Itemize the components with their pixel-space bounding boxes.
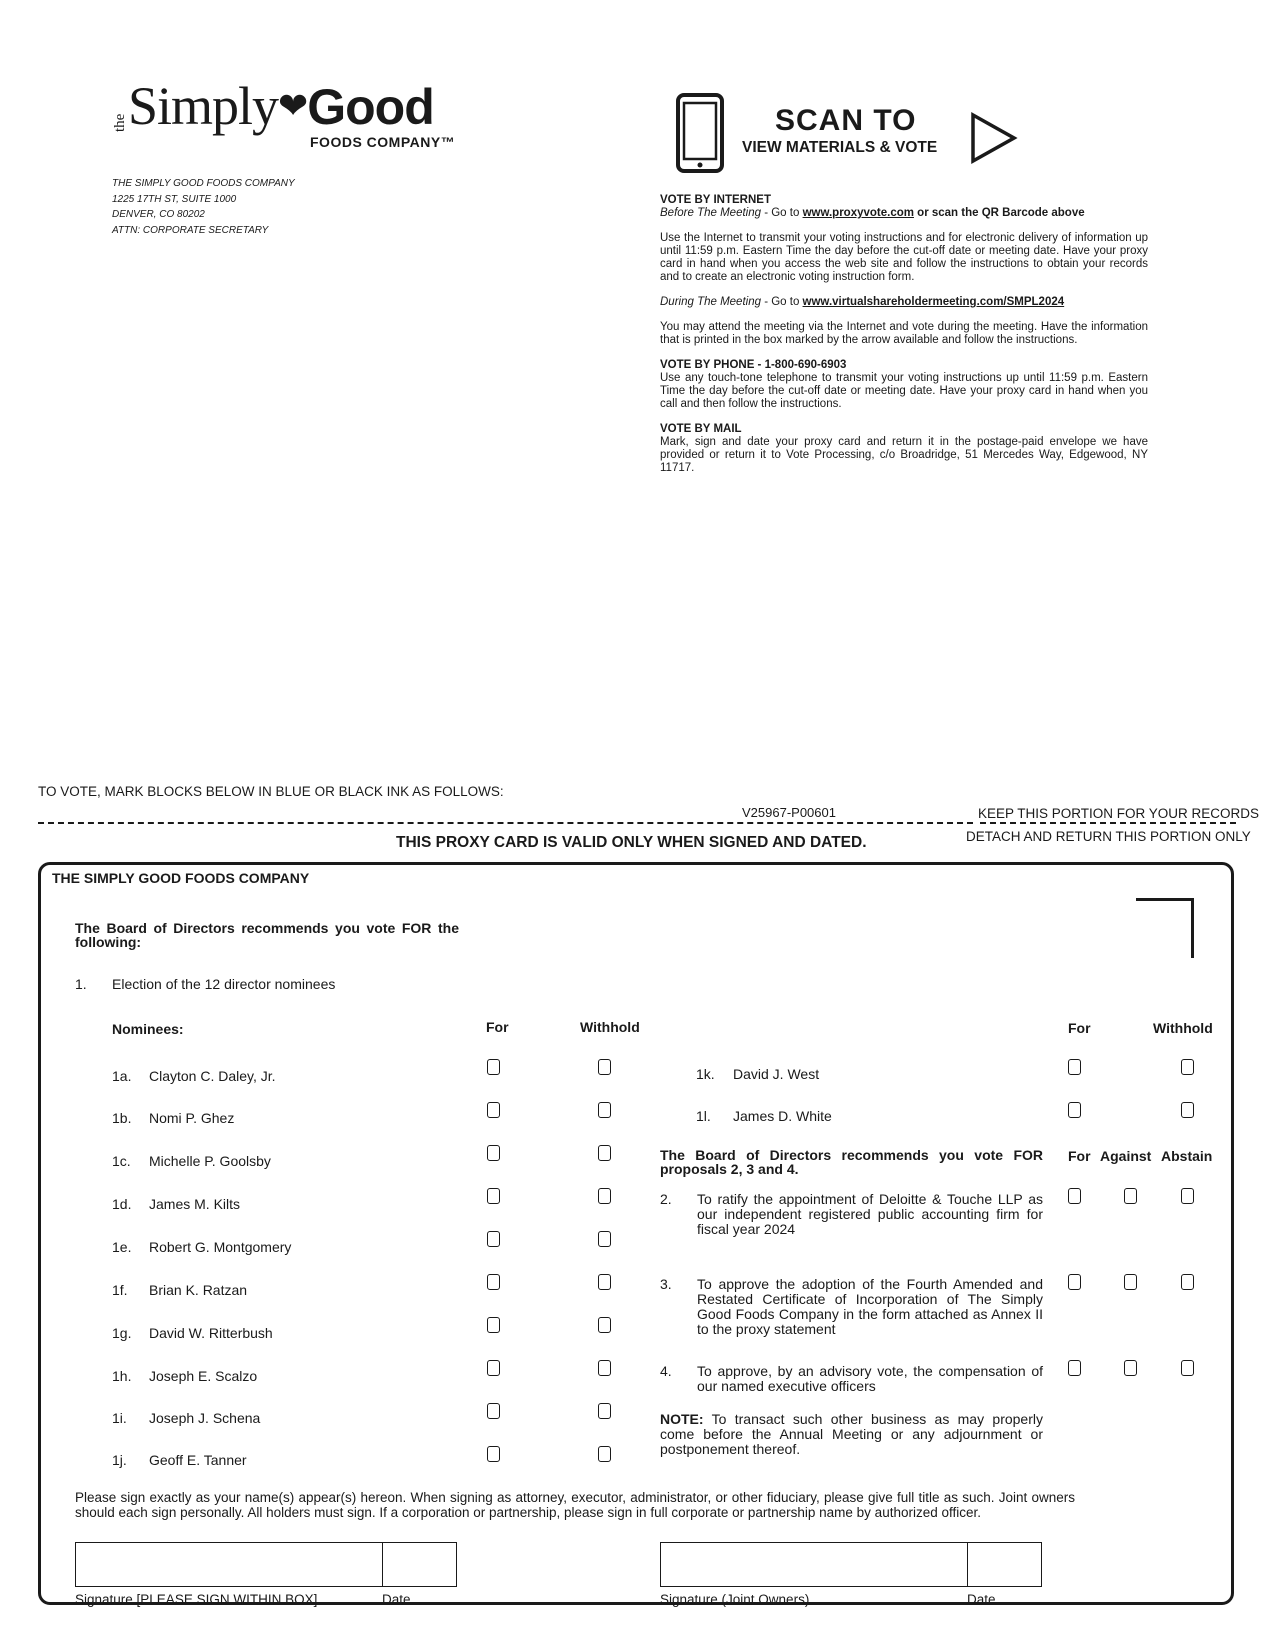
withhold-checkbox[interactable]: [1181, 1102, 1194, 1118]
col-abstain: Abstain: [1161, 1148, 1213, 1164]
for-checkbox[interactable]: [487, 1403, 500, 1419]
nominee-row: 1i. Joseph J. Schena: [112, 1410, 261, 1426]
proposal-2: 2. To ratify the appointment of Deloitte & Touche LLP as our independent registered public accounting firm for fiscal year 2024: [660, 1191, 1043, 1237]
date-label: Date: [382, 1592, 411, 1607]
for-checkbox[interactable]: [487, 1059, 500, 1075]
nominee-row: 1h. Joseph E. Scalzo: [112, 1368, 258, 1384]
abstain-checkbox[interactable]: [1181, 1274, 1194, 1290]
withhold-checkbox[interactable]: [598, 1231, 611, 1247]
for-checkbox[interactable]: [487, 1102, 500, 1118]
control-code: V25967-P00601: [742, 805, 836, 820]
detach-return-label: DETACH AND RETURN THIS PORTION ONLY: [966, 829, 1251, 844]
return-address: THE SIMPLY GOOD FOODS COMPANY 1225 17TH ST, SUITE 1000 DENVER, CO 80202 ATTN: CORPORATE SECRETARY: [112, 178, 295, 236]
vote-by-internet-section: VOTE BY INTERNET Before The Meeting - Go to www.proxyvote.com or scan the QR Barcode above Use the Internet to transmit your voting instructions and for electronic delivery of information up until 11:59 p.m. Eastern Time the day before the cut-off date or meeting date. Have your proxy card in hand when you access the web site and follow the instructions to obtain your records and to create an electronic voting instruction form. During The Meeting - Go to www.virtualshareholdermeeting.com/SMPL2024 You may attend the meeting via the Internet and vote during the meeting. Have the information that is printed in the box marked by the arrow available and follow the instructions. VOTE BY PHONE - 1-800-690-6903 Use any touch-tone telephone to transmit your voting instructions up until 11:59 p.m. Eastern Time the day before the cut-off date or meeting date. Have your proxy card in hand when you call and then follow the instructions. VOTE BY MAIL Mark, sign and date your proxy card and return it in the postage-paid envelope we have provided or return it to Vote Processing, c/o Broadridge, 51 Mercedes Way, Edgewood, NY 11717.: [660, 194, 1148, 474]
joint-signature-label: Signature (Joint Owners): [660, 1592, 810, 1607]
proposal-3: 3. To approve the adoption of the Fourth Amended and Restated Certificate of Incorporation of The Simply Good Foods Company in the form attached as Annex II to the proxy statement: [660, 1276, 1043, 1337]
company-logo: [112, 76, 472, 154]
signing-instructions: Please sign exactly as your name(s) appear(s) hereon. When signing as attorney, executor, administrator, or other fiduciary, please give full title as such. Joint owners should each sign personally. All holders must sign. If a corporation or partnership, please sign in full corporate or partnership name by authorized officer.: [75, 1490, 1075, 1520]
for-checkbox[interactable]: [1068, 1102, 1081, 1118]
joint-signature-box[interactable]: [660, 1542, 968, 1587]
abstain-checkbox[interactable]: [1181, 1360, 1194, 1376]
for-checkbox[interactable]: [487, 1188, 500, 1204]
against-checkbox[interactable]: [1124, 1360, 1137, 1376]
proxyvote-link[interactable]: www.proxyvote.com: [802, 207, 914, 219]
withhold-checkbox[interactable]: [598, 1274, 611, 1290]
virtual-meeting-link[interactable]: www.virtualshareholdermeeting.com/SMPL2024: [802, 296, 1065, 308]
for-checkbox[interactable]: [487, 1360, 500, 1376]
abstain-checkbox[interactable]: [1181, 1188, 1194, 1204]
for-checkbox[interactable]: [1068, 1274, 1081, 1290]
for-checkbox[interactable]: [487, 1446, 500, 1462]
signature-box[interactable]: [75, 1542, 383, 1587]
withhold-checkbox[interactable]: [598, 1403, 611, 1419]
withhold-checkbox[interactable]: [598, 1102, 611, 1118]
logo-brand: Simply❤Good: [128, 76, 434, 136]
proposal-1: 1. Election of the 12 director nominees: [75, 976, 336, 992]
scan-to-subheading: VIEW MATERIALS & VOTE: [742, 139, 938, 156]
card-company-name: THE SIMPLY GOOD FOODS COMPANY: [52, 870, 310, 886]
during-meeting-instructions: You may attend the meeting via the Internet and vote during the meeting. Have the information that is printed in the box marked by the arrow available and follow the instructions.: [660, 321, 1148, 346]
nominee-row: 1a. Clayton C. Daley, Jr.: [112, 1068, 276, 1084]
col-for-proposals: For: [1068, 1148, 1091, 1164]
withhold-checkbox[interactable]: [598, 1360, 611, 1376]
vote-phone-heading: VOTE BY PHONE - 1-800-690-6903: [660, 359, 847, 371]
nominee-row: 1l. James D. White: [696, 1108, 832, 1124]
for-checkbox[interactable]: [1068, 1059, 1081, 1075]
for-checkbox[interactable]: [1068, 1188, 1081, 1204]
detach-line: [38, 822, 973, 824]
vote-mail-heading: VOTE BY MAIL: [660, 423, 742, 435]
col-against: Against: [1100, 1148, 1152, 1164]
nominee-row: 1g. David W. Ritterbush: [112, 1325, 273, 1341]
heart-icon: ❤: [278, 86, 308, 126]
withhold-checkbox[interactable]: [598, 1188, 611, 1204]
withhold-checkbox[interactable]: [598, 1317, 611, 1333]
vote-internet-heading: VOTE BY INTERNET: [660, 194, 771, 206]
logo-the: the: [112, 113, 128, 132]
validity-notice: THIS PROXY CARD IS VALID ONLY WHEN SIGNED AND DATED.: [396, 834, 867, 851]
play-arrow-icon: [970, 112, 1018, 164]
nominee-row: 1k. David J. West: [696, 1066, 820, 1082]
corner-mark: [1136, 898, 1194, 958]
marking-instructions: TO VOTE, MARK BLOCKS BELOW IN BLUE OR BLACK INK AS FOLLOWS:: [38, 784, 504, 799]
detach-line-right: [980, 822, 1236, 824]
col-for-left: For: [486, 1019, 509, 1035]
withhold-checkbox[interactable]: [598, 1446, 611, 1462]
col-withhold-left: Withhold: [580, 1019, 640, 1035]
for-checkbox[interactable]: [487, 1231, 500, 1247]
keep-portion-label: KEEP THIS PORTION FOR YOUR RECORDS: [978, 806, 1260, 821]
joint-date-label: Date: [967, 1592, 996, 1607]
scan-to-heading: SCAN TO: [775, 104, 917, 137]
withhold-checkbox[interactable]: [1181, 1059, 1194, 1075]
against-checkbox[interactable]: [1124, 1188, 1137, 1204]
board-recommendation: The Board of Directors recommends you vote FOR the following:: [75, 920, 459, 950]
nominee-row: 1d. James M. Kilts: [112, 1196, 241, 1212]
nominee-row: 1j. Geoff E. Tanner: [112, 1452, 247, 1468]
joint-date-box[interactable]: [967, 1542, 1042, 1587]
for-checkbox[interactable]: [487, 1145, 500, 1161]
smartphone-icon: [676, 93, 724, 173]
proposal-4: 4. To approve, by an advisory vote, the compensation of our named executive officers: [660, 1363, 1043, 1394]
signature-label: Signature [PLEASE SIGN WITHIN BOX]: [75, 1592, 318, 1607]
withhold-checkbox[interactable]: [598, 1059, 611, 1075]
against-checkbox[interactable]: [1124, 1274, 1137, 1290]
withhold-checkbox[interactable]: [598, 1145, 611, 1161]
nominee-row: 1b. Nomi P. Ghez: [112, 1110, 235, 1126]
for-checkbox[interactable]: [1068, 1360, 1081, 1376]
col-for-right: For: [1068, 1020, 1091, 1036]
note-text: NOTE: To transact such other business as may properly come before the Annual Meeting or any adjournment or postponement thereof.: [660, 1411, 1043, 1457]
nominees-header: Nominees:: [112, 1021, 184, 1037]
mail-instructions: Mark, sign and date your proxy card and return it in the postage-paid envelope we have provided or return it to Vote Processing, c/o Broadridge, 51 Mercedes Way, Edgewood, NY 11717.: [660, 436, 1148, 474]
for-checkbox[interactable]: [487, 1317, 500, 1333]
nominee-row: 1f. Brian K. Ratzan: [112, 1282, 248, 1298]
nominee-row: 1e. Robert G. Montgomery: [112, 1239, 292, 1255]
internet-instructions: Use the Internet to transmit your voting instructions and for electronic delivery of information up until 11:59 p.m. Eastern Time the day before the cut-off date or meeting date. Have your proxy card in hand when you access the web site and follow the instructions to obtain your records and to create an electronic voting instruction form.: [660, 232, 1148, 283]
phone-instructions: Use any touch-tone telephone to transmit your voting instructions up until 11:59 p.m. Eastern Time the day before the cut-off date or meeting date. Have your proxy card in hand when you call and then follow the instructions.: [660, 372, 1148, 410]
for-checkbox[interactable]: [487, 1274, 500, 1290]
logo-foods-company: FOODS COMPANY™: [310, 134, 456, 150]
col-withhold-right: Withhold: [1153, 1020, 1213, 1036]
nominee-row: 1c. Michelle P. Goolsby: [112, 1153, 271, 1169]
date-box[interactable]: [382, 1542, 457, 1587]
board-recommendation-2: The Board of Directors recommends you vote FOR proposals 2, 3 and 4.: [660, 1147, 1043, 1177]
